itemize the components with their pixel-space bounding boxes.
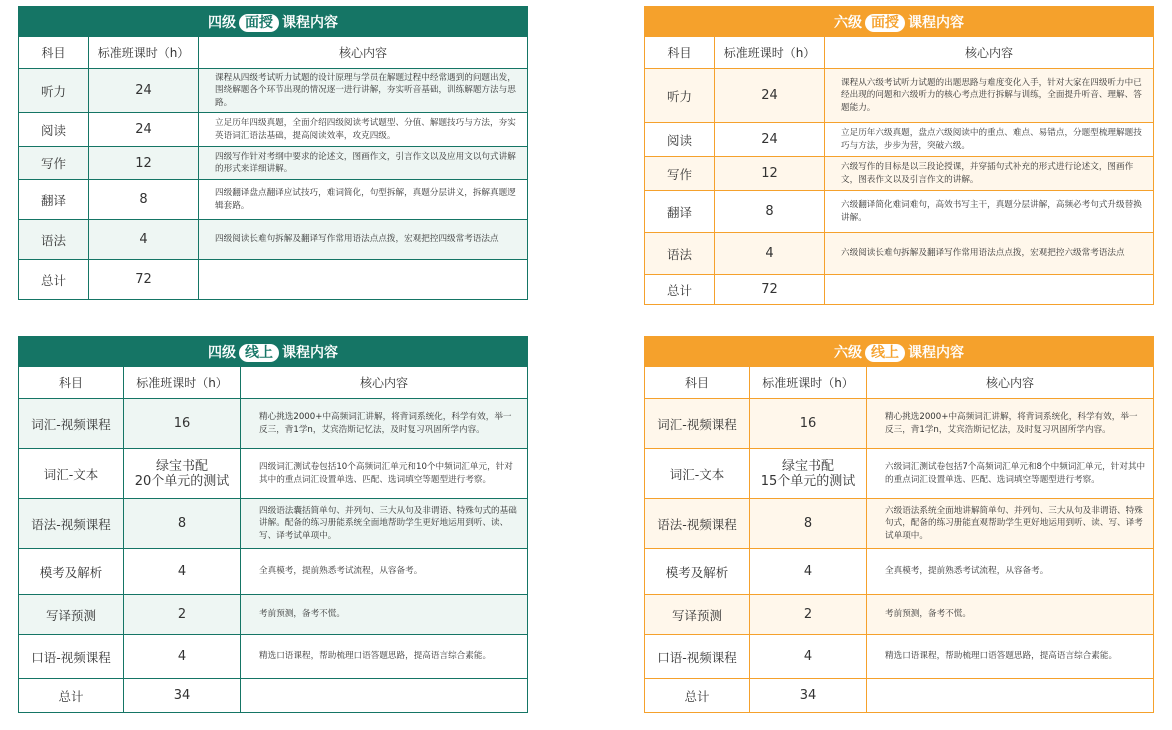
table-row	[645, 157, 1154, 191]
title-level: 六级	[834, 14, 862, 31]
table-row	[19, 220, 528, 260]
total-row	[19, 679, 528, 713]
cet6-offline-course-table	[644, 6, 1154, 305]
row-subject: 写译预测	[19, 595, 124, 635]
table-row	[19, 113, 528, 147]
column-header-subject: 科目	[645, 367, 750, 399]
row-subject: 听力	[645, 69, 715, 123]
row-subject: 语法	[19, 220, 89, 260]
row-content: 六级语法系统全面地讲解简单句、并列句、三大从句及非谓语、特殊句式，配备的练习册能直观帮助学生更好地运用到听、读、写、译考试单项中。	[867, 499, 1154, 549]
row-hours: 24	[89, 69, 199, 113]
row-content: 六级翻译简化难词难句，高效书写主干，真题分层讲解，高频必考句式升级替换讲解。	[825, 191, 1154, 233]
total-row	[645, 679, 1154, 713]
row-hours: 12	[89, 147, 199, 180]
total-content-empty	[825, 275, 1154, 305]
row-subject: 词汇-视频课程	[19, 399, 124, 449]
column-header-content: 核心内容	[825, 37, 1154, 69]
row-content: 立足历年六级真题，盘点六级阅读中的重点、难点、易错点，分题型梳理解题技巧与方法，步步为营，突破六级。	[825, 123, 1154, 157]
row-subject: 翻译	[19, 180, 89, 220]
row-content: 四级翻译盘点翻译应试技巧，难词简化，句型拆解，真题分层讲义，拆解真题逻辑套路。	[199, 180, 528, 220]
total-label: 总计	[19, 260, 89, 300]
row-content: 精心挑选2000+中高频词汇讲解，将背词系统化，科学有效，举一反三，背1学n，艾宾浩斯记忆法，及时复习巩固所学内容。	[867, 399, 1154, 449]
title-level: 四级	[208, 14, 236, 31]
row-content: 六级词汇测试卷包括7个高频词汇单元和8个中频词汇单元，针对其中的重点词汇设置单选、匹配、选词填空等题型进行考察。	[867, 449, 1154, 499]
row-subject: 模考及解析	[19, 549, 124, 595]
table-title	[19, 7, 528, 37]
table-row	[19, 180, 528, 220]
total-content-empty	[241, 679, 528, 713]
row-content: 全真模考，提前熟悉考试流程，从容备考。	[867, 549, 1154, 595]
row-subject: 语法-视频课程	[645, 499, 750, 549]
row-hours: 8	[124, 499, 241, 549]
row-hours: 4	[124, 635, 241, 679]
row-content: 考前预测，备考不慌。	[867, 595, 1154, 635]
row-content: 精选口语课程，帮助梳理口语答题思路，提高语言综合素能。	[241, 635, 528, 679]
column-header-content: 核心内容	[241, 367, 528, 399]
total-hours: 72	[89, 260, 199, 300]
row-hours: 2	[124, 595, 241, 635]
column-header-row	[645, 37, 1154, 69]
row-content: 四级语法囊括简单句、并列句、三大从句及非谓语、特殊句式的基础讲解。配备的练习册能系统全面地帮助学生更好地运用到听、读、写、译考试单项中。	[241, 499, 528, 549]
row-subject: 阅读	[19, 113, 89, 147]
column-header-subject: 科目	[19, 37, 89, 69]
table-row	[19, 635, 528, 679]
row-content: 全真模考，提前熟悉考试流程，从容备考。	[241, 549, 528, 595]
row-content: 课程从六级考试听力试题的出题思路与难度变化入手，针对大家在四级听力中已经出现的问题和六级听力的核心考点进行拆解与训练，全面提升听音、理解、答题能力。	[825, 69, 1154, 123]
table-row	[19, 449, 528, 499]
row-hours: 24	[715, 69, 825, 123]
row-content: 考前预测，备考不慌。	[241, 595, 528, 635]
row-hours: 绿宝书配 15个单元的测试	[750, 449, 867, 499]
title-level: 四级	[208, 344, 236, 361]
column-header-content: 核心内容	[199, 37, 528, 69]
table-row	[19, 499, 528, 549]
row-content: 六级阅读长难句拆解及翻译写作常用语法点点拨，宏观把控六级常考语法点	[825, 233, 1154, 275]
row-hours: 4	[89, 220, 199, 260]
column-header-row	[19, 37, 528, 69]
column-header-content: 核心内容	[867, 367, 1154, 399]
table-row	[645, 635, 1154, 679]
total-hours: 34	[750, 679, 867, 713]
row-hours: 16	[750, 399, 867, 449]
table-title	[19, 337, 528, 367]
table-row	[19, 147, 528, 180]
row-subject: 写作	[19, 147, 89, 180]
row-subject: 词汇-文本	[645, 449, 750, 499]
column-header-row	[645, 367, 1154, 399]
column-header-hours: 标准班课时（h）	[89, 37, 199, 69]
title-badge: 线上	[865, 344, 905, 362]
table-row	[645, 499, 1154, 549]
row-content: 四级词汇测试卷包括10个高频词汇单元和10个中频词汇单元，针对其中的重点词汇设置单选、匹配、选词填空等题型进行考察。	[241, 449, 528, 499]
cet4-offline-course-table	[18, 6, 528, 300]
row-hours: 24	[715, 123, 825, 157]
table-row	[645, 595, 1154, 635]
row-subject: 口语-视频课程	[645, 635, 750, 679]
title-level: 六级	[834, 344, 862, 361]
column-header-hours: 标准班课时（h）	[715, 37, 825, 69]
total-label: 总计	[19, 679, 124, 713]
total-hours: 72	[715, 275, 825, 305]
row-content: 精选口语课程，帮助梳理口语答题思路，提高语言综合素能。	[867, 635, 1154, 679]
row-content: 精心挑选2000+中高频词汇讲解，将背词系统化，科学有效，举一反三，背1学n，艾宾浩斯记忆法，及时复习巩固所学内容。	[241, 399, 528, 449]
row-subject: 翻译	[645, 191, 715, 233]
row-hours: 8	[89, 180, 199, 220]
title-suffix: 课程内容	[908, 14, 964, 31]
row-subject: 语法-视频课程	[19, 499, 124, 549]
title-suffix: 课程内容	[282, 14, 338, 31]
row-hours: 绿宝书配 20个单元的测试	[124, 449, 241, 499]
row-subject: 听力	[19, 69, 89, 113]
table-row	[645, 449, 1154, 499]
table-title	[645, 337, 1154, 367]
row-hours: 8	[715, 191, 825, 233]
row-hours: 12	[715, 157, 825, 191]
table-row	[645, 399, 1154, 449]
table-row	[19, 595, 528, 635]
row-hours: 16	[124, 399, 241, 449]
row-subject: 阅读	[645, 123, 715, 157]
total-row	[19, 260, 528, 300]
row-hours: 8	[750, 499, 867, 549]
table-row	[645, 123, 1154, 157]
column-header-hours: 标准班课时（h）	[750, 367, 867, 399]
cet4-online-course-table	[18, 336, 528, 713]
row-content: 四级阅读长难句拆解及翻译写作常用语法点点拨，宏观把控四级常考语法点	[199, 220, 528, 260]
total-row	[645, 275, 1154, 305]
row-hours: 4	[750, 635, 867, 679]
table-row	[19, 69, 528, 113]
table-row	[645, 191, 1154, 233]
title-badge: 面授	[239, 14, 279, 32]
row-hours: 24	[89, 113, 199, 147]
row-subject: 写译预测	[645, 595, 750, 635]
row-subject: 写作	[645, 157, 715, 191]
column-header-subject: 科目	[645, 37, 715, 69]
table-title	[645, 7, 1154, 37]
row-subject: 语法	[645, 233, 715, 275]
title-badge: 线上	[239, 344, 279, 362]
row-hours: 4	[750, 549, 867, 595]
table-row	[19, 399, 528, 449]
column-header-row	[19, 367, 528, 399]
cet6-online-course-table	[644, 336, 1154, 713]
row-hours: 2	[750, 595, 867, 635]
table-row	[645, 549, 1154, 595]
total-content-empty	[199, 260, 528, 300]
row-content: 六级写作的目标是以三段论授课，并穿插句式补充的形式进行论述文，图画作文，图表作文以及引言作文的讲解。	[825, 157, 1154, 191]
row-content: 立足历年四级真题，全面介绍四级阅读考试题型、分值、解题技巧与方法，夯实英语词汇语法基础，提高阅读效率，攻克四级。	[199, 113, 528, 147]
row-subject: 词汇-文本	[19, 449, 124, 499]
table-row	[19, 549, 528, 595]
total-label: 总计	[645, 679, 750, 713]
total-hours: 34	[124, 679, 241, 713]
row-hours: 4	[124, 549, 241, 595]
row-content: 四级写作针对考纲中要求的论述文，图画作文，引言作文以及应用文以句式讲解的形式来详细讲解。	[199, 147, 528, 180]
row-subject: 词汇-视频课程	[645, 399, 750, 449]
total-label: 总计	[645, 275, 715, 305]
row-content: 课程从四级考试听力试题的设计原理与学员在解题过程中经常遇到的问题出发，围绕解题各个环节出现的情况逐一进行讲解，夯实听音基础，训练解题方法与思路。	[199, 69, 528, 113]
row-subject: 模考及解析	[645, 549, 750, 595]
title-badge: 面授	[865, 14, 905, 32]
title-suffix: 课程内容	[908, 344, 964, 361]
table-row	[645, 233, 1154, 275]
column-header-subject: 科目	[19, 367, 124, 399]
row-subject: 口语-视频课程	[19, 635, 124, 679]
table-row	[645, 69, 1154, 123]
column-header-hours: 标准班课时（h）	[124, 367, 241, 399]
title-suffix: 课程内容	[282, 344, 338, 361]
total-content-empty	[867, 679, 1154, 713]
row-hours: 4	[715, 233, 825, 275]
